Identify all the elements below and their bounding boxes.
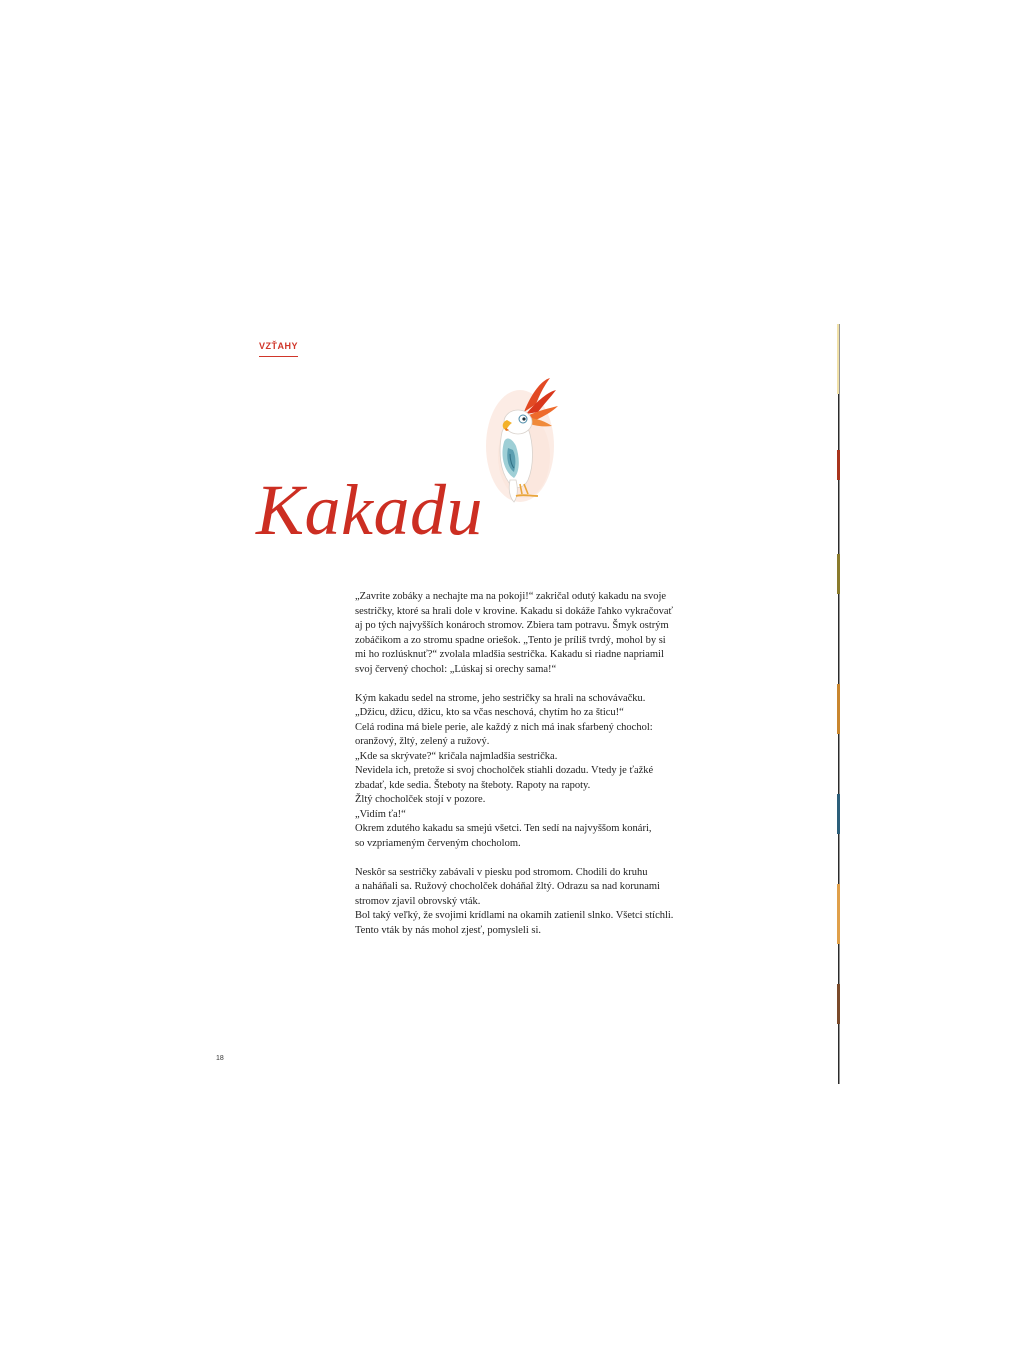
text-line: Nevidela ich, pretože si svoj chocholček stiahli dozadu. Vtedy je ťažké: [355, 765, 654, 776]
paragraph: [355, 866, 685, 939]
page-number: 18: [216, 1055, 224, 1062]
text-line: svoj červený chochol: „Lúskaj si orechy sama!“: [355, 663, 557, 675]
text-line: Celá rodina má biele perie, ale každý z nich má inak sfarbený chochol:: [355, 721, 653, 733]
text-line: „Kde sa skrývate?“ kričala najmladšia sestrička.: [355, 750, 558, 762]
text-line: Kým kakadu sedel na strome, jeho sestričky sa hrali na schovávačku.: [355, 692, 646, 704]
text-line: „Vidím ťa!“: [355, 808, 406, 820]
text-line: Žltý chocholček stojí v pozore.: [355, 794, 486, 805]
text-line: aj po tých najvyšších konároch stromov. Zbiera tam potravu. Šmyk ostrým: [355, 620, 669, 631]
text-line: oranžový, žltý, zelený a ružový.: [355, 736, 490, 747]
text-line: sestričky, ktoré sa hrali dole v krovine. Kakadu si dokáže ľahko vykračovať: [355, 605, 674, 617]
text-line: Okrem zdutého kakadu sa smejú všetci. Ten sedí na najvyššom konári,: [355, 823, 652, 834]
story-text: [355, 590, 685, 953]
text-line: „Džicu, džicu, džicu, kto sa včas neschová, chytím ho za šticu!“: [355, 707, 624, 718]
text-line: so vzpriameným červeným chocholom.: [355, 837, 521, 849]
text-line: Bol taký veľký, že svojimi krídlami na okamih zatienil slnko. Všetci stíchli.: [355, 910, 674, 921]
section-label: VZŤAHY: [259, 341, 298, 357]
text-line: zobáčikom a zo stromu spadne oriešok. „Tento je príliš tvrdý, mohol by si: [355, 634, 666, 646]
paragraph: [355, 692, 685, 852]
adjacent-page-edge: [836, 324, 840, 1084]
cockatoo-illustration-icon: [480, 372, 570, 507]
text-line: zbadať, kde sedia. Šteboty na šteboty. Rapoty na rapoty.: [355, 779, 591, 791]
paragraph: [355, 590, 685, 677]
text-line: mi ho rozlúsknuť?“ zvolala mladšia sestrička. Kakadu si riadne napriamil: [355, 649, 664, 660]
text-line: „Zavrite zobáky a nechajte ma na pokoji!“ zakričal odutý kakadu na svoje: [355, 591, 667, 602]
story-title: Kakadu: [256, 470, 483, 550]
text-line: Neskôr sa sestričky zabávali v piesku pod stromom. Chodili do kruhu: [355, 866, 648, 878]
text-line: a naháňali sa. Ružový chocholček doháňal žltý. Odrazu sa nad korunami: [355, 881, 660, 892]
text-line: Tento vták by nás mohol zjesť, pomysleli si.: [355, 924, 542, 936]
text-line: stromov zjavil obrovský vták.: [355, 895, 481, 907]
